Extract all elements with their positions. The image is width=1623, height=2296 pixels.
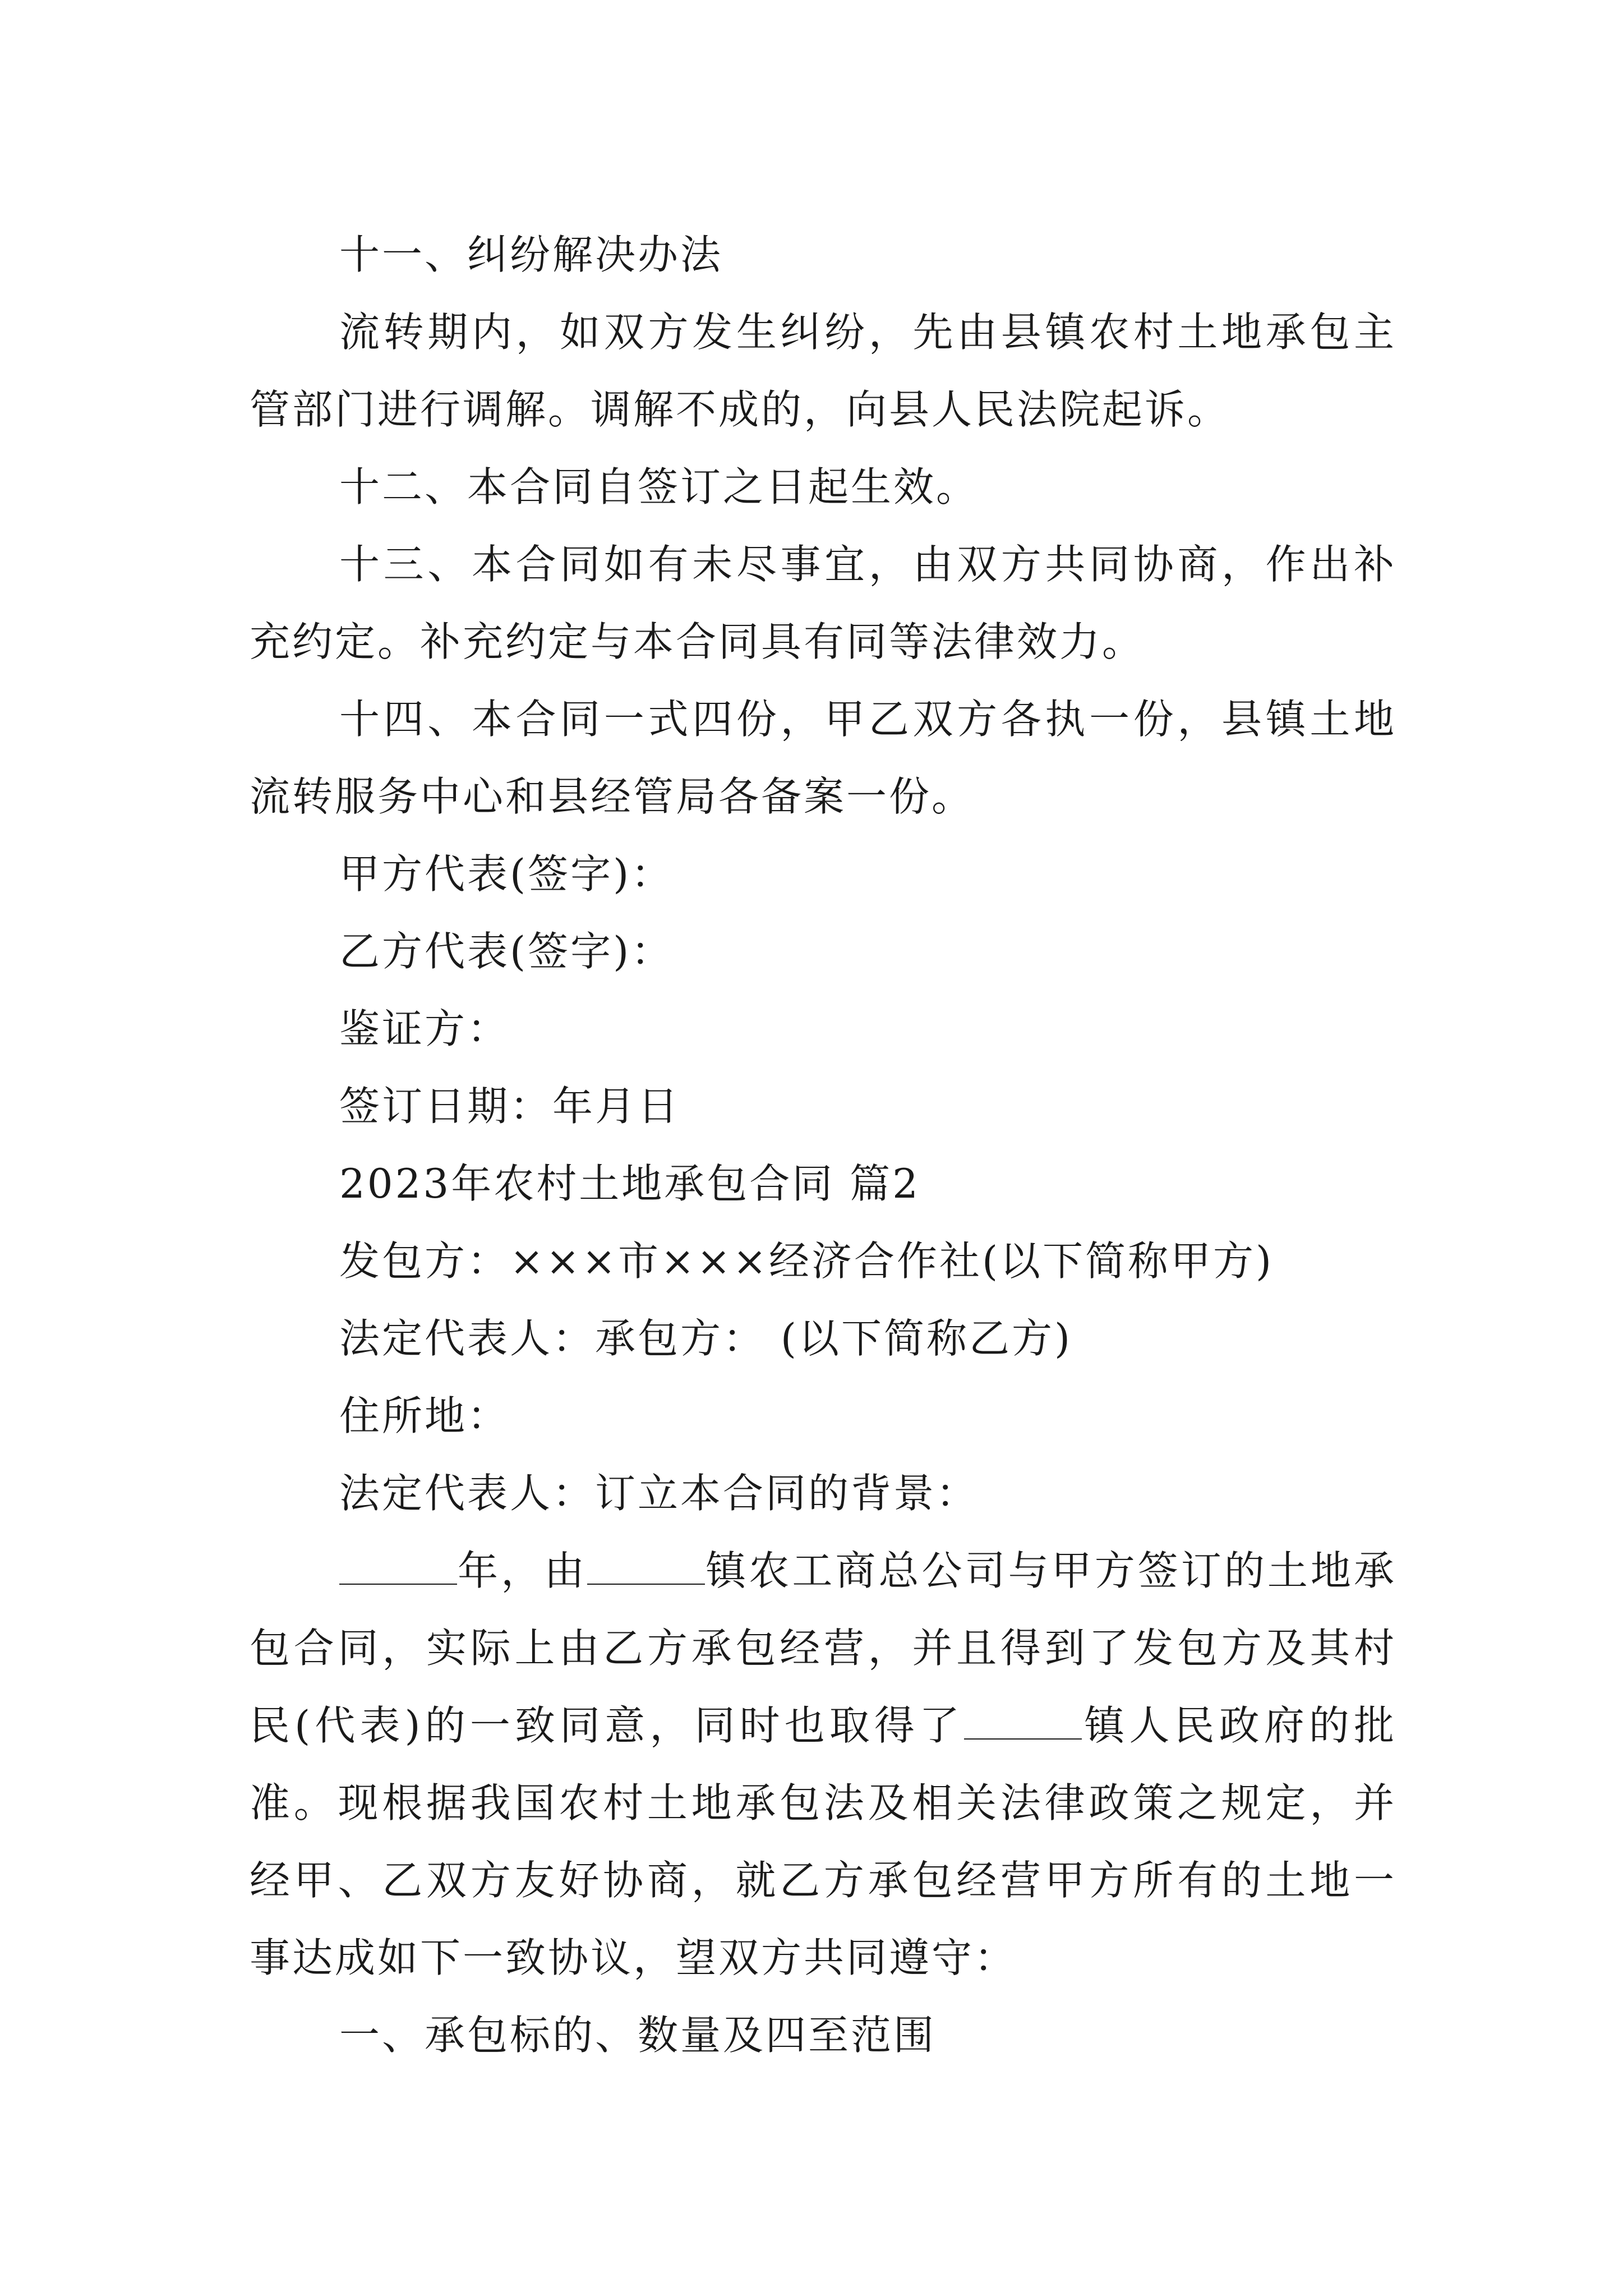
document-body (250, 216, 1396, 2074)
party-b-signature: 乙方代表(签字)： (339, 928, 674, 975)
clause-11-heading: 十一、纠纷解决办法 (339, 231, 723, 278)
article-1-heading: 一、承包标的、数量及四至范围 (339, 2012, 937, 2059)
legal-representative-contractor: 法定代表人：承包方： (以下简称乙方) (339, 1315, 1073, 1362)
signing-date: 签订日期：年月日 (339, 1083, 681, 1130)
section-title: 2023年农村土地承包合同 篇2 (339, 1160, 920, 1207)
party-a-signature: 甲方代表(签字)： (339, 850, 674, 898)
legal-representative-background: 法定代表人：订立本合同的背景： (339, 1470, 979, 1517)
blank-line (964, 1705, 1082, 1740)
background-text-1: 年，由 (457, 1547, 588, 1594)
background-text-2: 镇农工商总公司与甲方签订的土地承包合同，实际上由乙方承包经营，并且得到了发包方及其村民(代表)的一致同意，同时也取得了 (250, 1547, 1396, 1749)
clause-12: 十二、本合同自签订之日起生效。 (339, 463, 979, 510)
clause-13: 十三、本合同如有未尽事宜，由双方共同协商，作出补充约定。补充约定与本合同具有同等法律效力。 (250, 541, 1396, 665)
contractor-issuer: 发包方：×××市×××经济合作社(以下简称甲方) (339, 1237, 1274, 1285)
clause-11-body: 流转期内，如双方发生纠纷，先由县镇农村土地承包主管部门进行调解。调解不成的，向县人民法院起诉。 (250, 309, 1396, 433)
witness: 鉴证方： (339, 1005, 510, 1052)
blank-line (587, 1550, 705, 1585)
background-text-3: 镇人民政府的批准。现根据我国农村土地承包法及相关法律政策之规定，并经甲、乙双方友好协商，就乙方承包经营甲方所有的土地一事达成如下一致协议，望双方共同遵守： (250, 1702, 1396, 1981)
blank-line (339, 1550, 457, 1585)
background-paragraph (250, 1532, 1396, 1996)
clause-14: 十四、本合同一式四份，甲乙双方各执一份，县镇土地流转服务中心和县经管局各备案一份。 (250, 696, 1396, 820)
address: 住所地： (339, 1392, 510, 1439)
